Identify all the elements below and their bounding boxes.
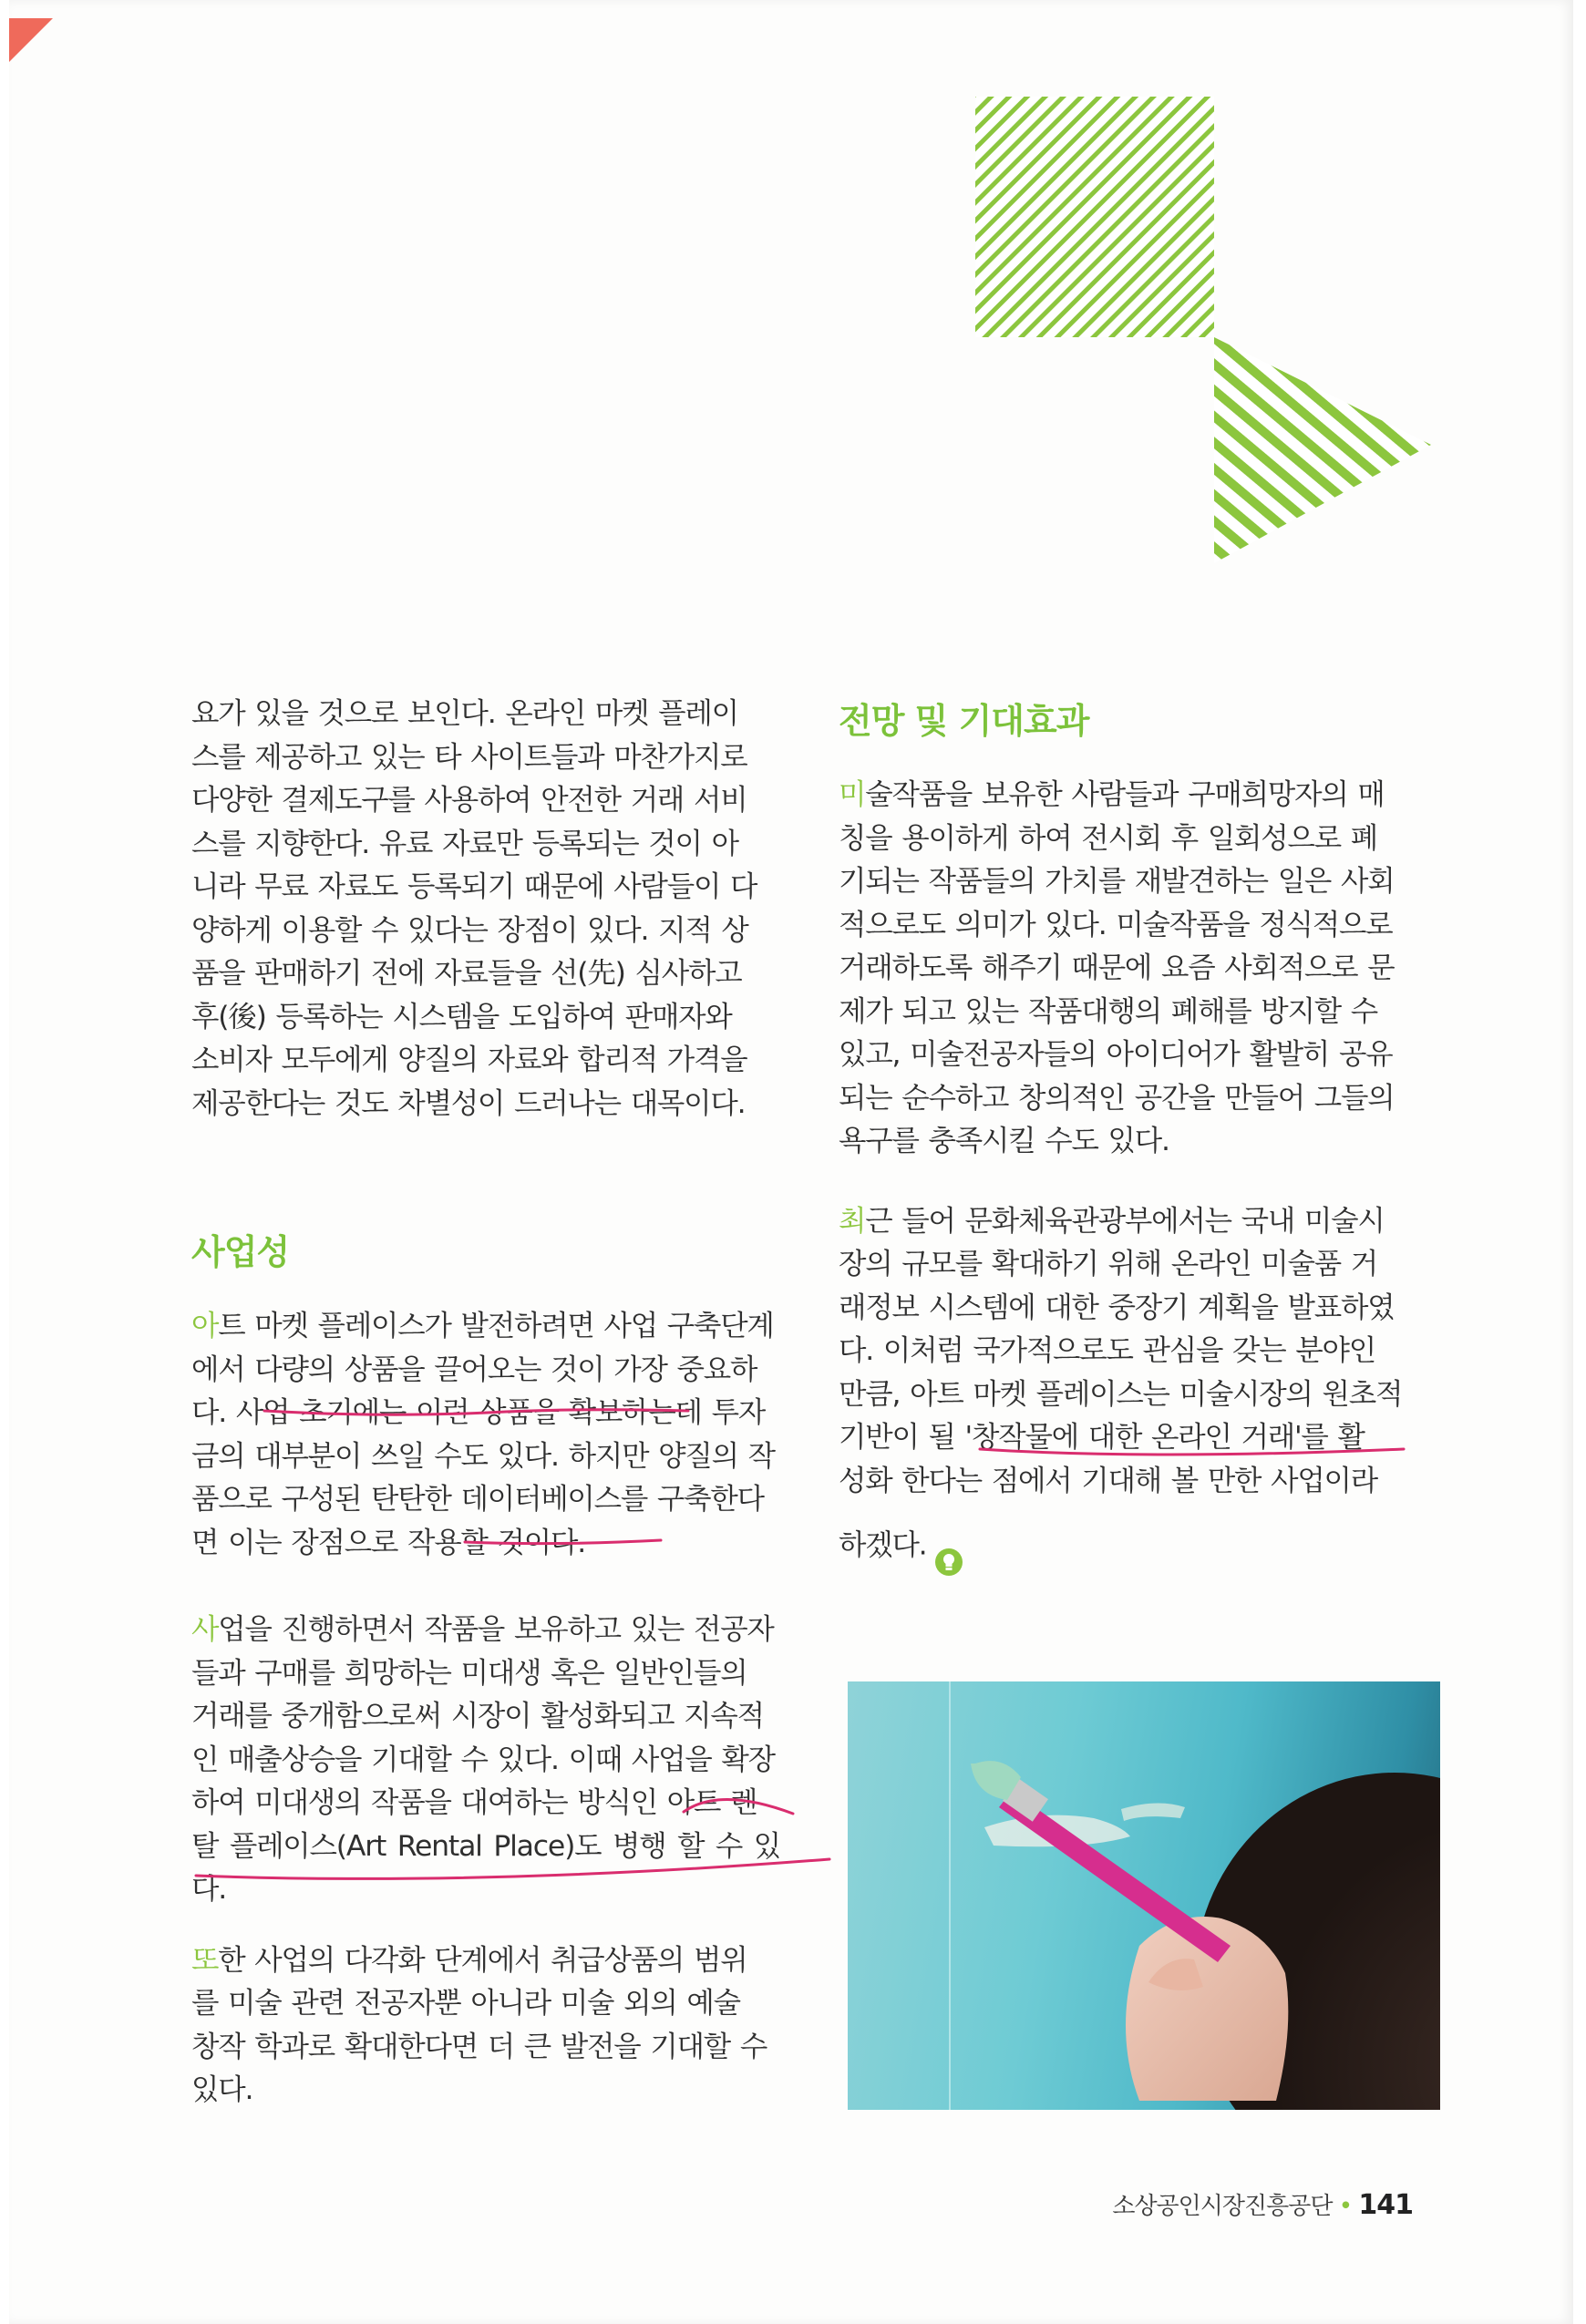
lightbulb-icon xyxy=(934,1503,963,1589)
section-title-business: 사업성 xyxy=(191,1232,290,1272)
page-number: 141 xyxy=(1358,2189,1413,2221)
painting-brush-photo xyxy=(848,1681,1440,2110)
right-column xyxy=(839,693,1427,1589)
paragraph-text: 업을 진행하면서 작품을 보유하고 있는 전공자 들과 구매를 희망하는 미대생 혹은 일반인들의 거래를 중개함으로써 시장이 활성화되고 지속적 인 매출상승을 기대할 수 있다. 이때 사업을 확장 하여 미대생의 작품을 대여하는 방식인 아트 렌 탈 플레이스(Art Rental Place)도 병행 할 수 있다. xyxy=(191,1613,780,1906)
publisher-name: 소상공인시장진흥공단 xyxy=(1112,2193,1333,2220)
magazine-page xyxy=(9,0,1573,2324)
photo-illustration xyxy=(848,1681,1440,2110)
striped-triangle xyxy=(1214,337,1431,563)
paragraph-outlook-2 xyxy=(839,1200,1427,1590)
dropcap: 미 xyxy=(839,778,866,811)
dropcap: 최 xyxy=(839,1204,866,1238)
paragraph-business-2 xyxy=(191,1609,780,1912)
dropcap: 아 xyxy=(191,1310,219,1342)
dropcap: 또 xyxy=(191,1943,219,1977)
paragraph-text: 근 들어 문화체육관광부에서는 국내 미술시 장의 규모를 확대하기 위해 온라인 미술품 거 래정보 시스템에 대한 중장기 계획을 발표하였 다. 이처럼 국가적으로도 관심을 갖는 분야인 만큼, 아트 마켓 플레이스는 미술시장의 원초적 기반이 될 '창작물에 대한 온라인 거래'를 활 성화 한다는 점에서 기대해 볼 만한 사업이라 하겠다. xyxy=(839,1204,1403,1562)
paragraph-text: 한 사업의 다각화 단계에서 취급상품의 범위 를 미술 관련 전공자뿐 아니라 미술 외의 예술 창작 학과로 확대한다면 더 큰 발전을 기대할 수 있다. xyxy=(191,1943,767,2106)
paragraph-text: 트 마켓 플레이스가 발전하려면 사업 구축단계 에서 다량의 상품을 끌어오는 것이 가장 중요하 다. 사업 초기에는 이런 상품을 확보하는데 투자 금의 대부분이 쓰일 수도 있다. 하지만 양질의 작 품으로 구성된 탄탄한 데이터베이스를 구축한다 면 이는 장점으로 작용할 것이다. xyxy=(191,1310,775,1559)
dropcap: 사 xyxy=(191,1613,219,1646)
corner-tab xyxy=(9,18,53,62)
left-column xyxy=(191,693,780,2113)
footer-separator: • xyxy=(1338,2193,1353,2220)
paragraph-outlook-1 xyxy=(839,774,1427,1164)
section-title-outlook: 전망 및 기대효과 xyxy=(839,701,1089,741)
paragraph-text: 술작품을 보유한 사람들과 구매희망자의 매 칭을 용이하게 하여 전시회 후 일회성으로 폐 기되는 작품들의 가치를 재발견하는 일은 사회 적으로도 의미가 있다. 미술작품을 정식적으로 거래하도록 해주기 때문에 요즘 사회적으로 문 제가 되고 있는 작품대행의 폐해를 방지할 수 있고, 미술전공자들의 아이디어가 활발히 공유 되는 순수하고 창의적인 공간을 만들어 그들의 욕구를 충족시킬 수도 있다. xyxy=(839,778,1395,1157)
paragraph-continued: 요가 있을 것으로 보인다. 온라인 마켓 플레이 스를 제공하고 있는 타 사이트들과 마찬가지로 다양한 결제도구를 사용하여 안전한 거래 서비 스를 지향한다. 유료 자료만 등록되는 것이 아 니라 무료 자료도 등록되기 때문에 사람들이 다 양하게 이용할 수 있다는 장점이 있다. 지적 상 품을 판매하기 전에 자료들을 선(先) 심사하고 후(後) 등록하는 시스템을 도입하여 판매자와 소비자 모두에게 양질의 자료와 합리적 가격을 제공한다는 것도 차별성이 드러나는 대목이다. xyxy=(191,697,757,1120)
striped-square xyxy=(975,97,1214,337)
paragraph-business-1 xyxy=(191,1305,780,1565)
striped-decoration xyxy=(975,91,1449,565)
page-footer xyxy=(1112,2187,1413,2221)
paragraph-business-3 xyxy=(191,1939,780,2113)
